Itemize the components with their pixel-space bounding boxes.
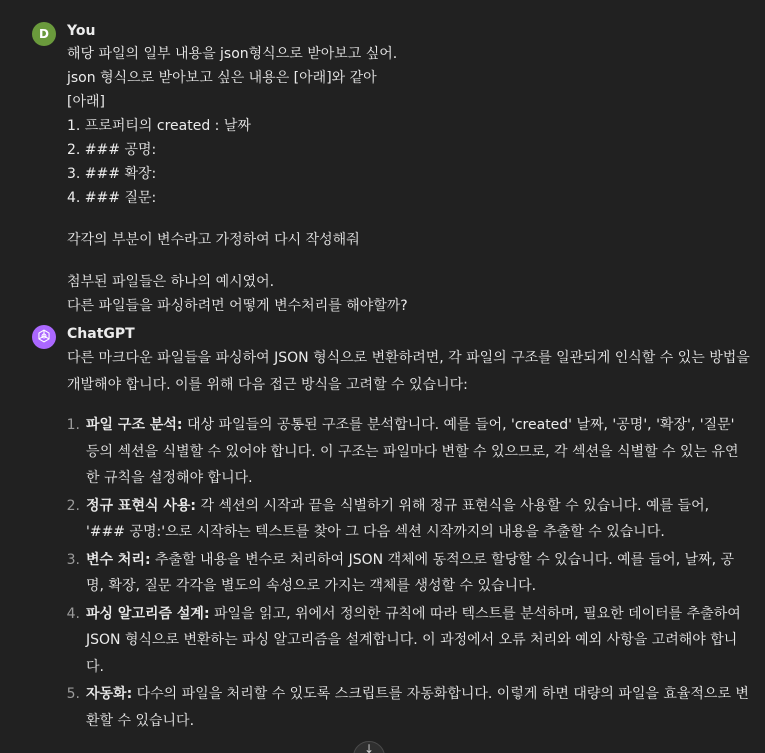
list-item-number: 1. — [66, 417, 80, 433]
user-message-line: [아래] — [67, 94, 105, 110]
list-item-text: 추출할 내용을 변수로 처리하여 JSON 객체에 동적으로 할당할 수 있습니다. 예를 들어, 날짜, 공명, 확장, 질문 각각을 별도의 속성으로 가지는 객체를 생성할 수 있습니다. — [86, 551, 735, 594]
blank-line — [67, 252, 752, 270]
user-message-line: 3. ### 확장: — [67, 166, 157, 182]
user-message-line: 해당 파일의 일부 내용을 json형식으로 받아보고 싶어. — [67, 46, 398, 62]
list-item — [67, 601, 752, 681]
user-message-text — [67, 42, 752, 318]
blank-line — [67, 210, 752, 228]
user-avatar-letter: D — [39, 27, 49, 41]
list-item-text: 각 섹션의 시작과 끝을 식별하기 위해 정규 표현식을 사용할 수 있습니다. 예를 들어, '### 공명:'으로 시작하는 텍스트를 찾아 그 다음 섹션 시작까지의 내용을 추출할 수 있습니다. — [86, 497, 710, 540]
assistant-steps-list — [67, 412, 752, 734]
assistant-author-name: ChatGPT — [67, 326, 135, 342]
list-item-title: 정규 표현식 사용: — [86, 497, 197, 514]
user-avatar — [32, 22, 56, 46]
list-item — [67, 547, 752, 600]
list-item-title: 자동화: — [86, 686, 133, 702]
list-item-number: 3. — [66, 551, 80, 568]
assistant-message-body — [67, 323, 752, 735]
user-message-line: json 형식으로 받아보고 싶은 내용은 [아래]와 같아 — [67, 70, 377, 86]
user-author-name: You — [67, 23, 96, 39]
list-item-number: 4. — [66, 605, 80, 622]
user-message-line: 4. ### 질문: — [67, 190, 157, 206]
assistant-intro: 다른 마크다운 파일들을 파싱하여 JSON 형식으로 변환하려면, 각 파일의 구조를 일관되게 인식할 수 있는 방법을 개발해야 합니다. 이를 위해 다음 접근 방식을 고려할 수 있습니다: — [67, 350, 750, 393]
list-item — [67, 493, 752, 546]
list-item-title: 파일 구조 분석: — [86, 417, 183, 433]
list-item — [67, 412, 752, 492]
list-item-text: 파일을 읽고, 위에서 정의한 규칙에 따라 텍스트를 분석하며, 필요한 데이터를 추출하여 JSON 형식으로 변환하는 파싱 알고리즘을 설계합니다. 이 과정에서 오류 처리와 예외 사항을 고려해야 합니다. — [86, 605, 741, 675]
list-item-text: 대상 파일들의 공통된 구조를 분석합니다. 예를 들어, 'created' 날짜, '공명', '확장', '질문' 등의 섹션을 식별할 수 있어야 합니다. 이 구조는 파일마다 변할 수 있으므로, 각 섹션을 식별할 수 있는 유연한 규칙을 설정해야 합니다. — [86, 417, 739, 486]
user-message-line: 다른 파일들을 파싱하려면 어떻게 변수처리를 해야할까? — [67, 298, 408, 314]
list-item-number: 5. — [66, 686, 80, 702]
user-message-line: 2. ### 공명: — [67, 142, 157, 158]
openai-logo-icon — [36, 328, 52, 347]
user-message-line: 각각의 부분이 변수라고 가정하여 다시 작성해줘 — [67, 232, 360, 248]
list-item-title: 파싱 알고리즘 설계: — [86, 605, 210, 622]
list-item — [67, 681, 752, 734]
list-item-number: 2. — [66, 497, 80, 514]
list-item-text: 다수의 파일을 처리할 수 있도록 스크립트를 자동화합니다. 이렇게 하면 대량의 파일을 효율적으로 변환할 수 있습니다. — [86, 686, 749, 729]
user-message-line: 첨부된 파일들은 하나의 예시였어. — [67, 274, 275, 290]
scroll-to-bottom-button[interactable] — [353, 741, 385, 753]
assistant-avatar — [32, 325, 56, 349]
list-item-title: 변수 처리: — [86, 551, 151, 568]
arrow-down-icon: ↓ — [363, 742, 375, 753]
user-message-body — [67, 20, 752, 318]
user-message-line: 1. 프로퍼티의 created : 날짜 — [67, 118, 251, 134]
